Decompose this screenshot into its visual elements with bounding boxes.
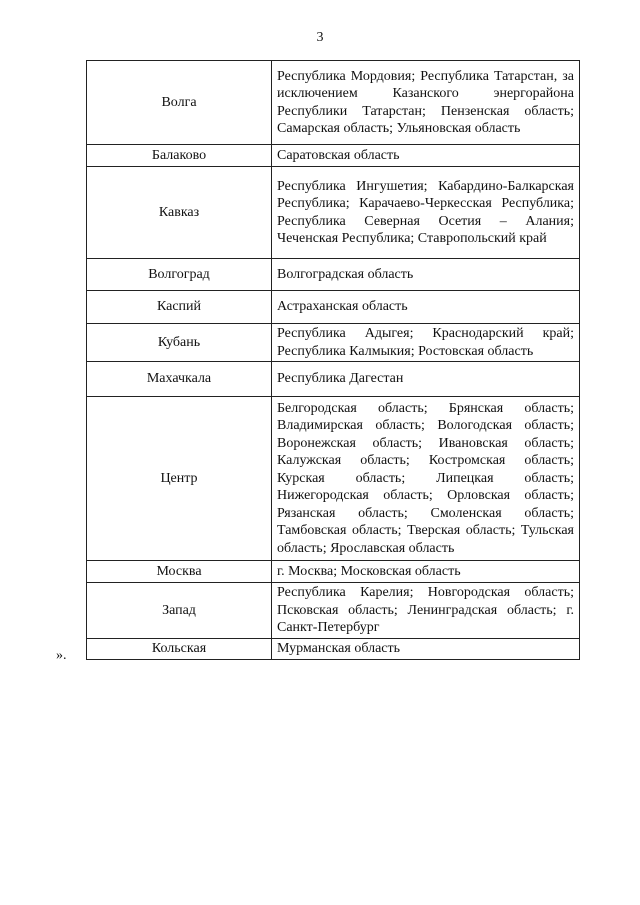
table-row	[87, 259, 580, 291]
zone-name: Запад	[87, 583, 272, 639]
table-row	[87, 145, 580, 167]
zone-subjects: Республика Ингушетия; Кабардино-Балкарская Республика; Карачаево-Черкесская Республика; Республика Северная Осетия – Алания; Чеченская Республика; Ставропольский край	[272, 167, 580, 259]
zone-subjects: Республика Адыгея; Краснодарский край; Республика Калмыкия; Ростовская область	[272, 324, 580, 362]
zone-subjects: Мурманская область	[272, 639, 580, 660]
zone-name: Махачкала	[87, 362, 272, 397]
zone-name: Центр	[87, 397, 272, 561]
table-row	[87, 561, 580, 583]
table-row	[87, 291, 580, 324]
zone-name: Каспий	[87, 291, 272, 324]
table-row	[87, 639, 580, 660]
zone-name: Кольская	[87, 639, 272, 660]
zone-subjects: Республика Дагестан	[272, 362, 580, 397]
zone-name: Волга	[87, 61, 272, 145]
table-row	[87, 397, 580, 561]
page-number: 3	[316, 30, 324, 45]
zone-subjects: Волгоградская область	[272, 259, 580, 291]
regions-table	[86, 60, 580, 660]
zone-subjects: г. Москва; Московская область	[272, 561, 580, 583]
table-row	[87, 362, 580, 397]
zone-subjects: Республика Карелия; Новгородская область; Псковская область; Ленинградская область; г. Санкт-Петербург	[272, 583, 580, 639]
table-row	[87, 324, 580, 362]
zone-subjects: Белгородская область; Брянская область; Владимирская область; Вологодская область; Воронежская область; Ивановская область; Калужская область; Костромская область; Курская область; Липецкая область; Нижегородская область; Орловская область; Рязанская область; Смоленская область; Тамбовская область; Тверская область; Тульская область; Ярославская область	[272, 397, 580, 561]
zone-subjects: Астраханская область	[272, 291, 580, 324]
zone-name: Кавказ	[87, 167, 272, 259]
zone-name: Балаково	[87, 145, 272, 167]
closing-quote: ».	[56, 648, 67, 663]
table-row	[87, 167, 580, 259]
zone-name: Волгоград	[87, 259, 272, 291]
zone-name: Кубань	[87, 324, 272, 362]
zone-name: Москва	[87, 561, 272, 583]
zone-subjects: Саратовская область	[272, 145, 580, 167]
table-row	[87, 61, 580, 145]
zone-subjects: Республика Мордовия; Республика Татарстан, за исключением Казанского энергорайона Республики Татарстан; Пензенская область; Самарская область; Ульяновская область	[272, 61, 580, 145]
table-row	[87, 583, 580, 639]
